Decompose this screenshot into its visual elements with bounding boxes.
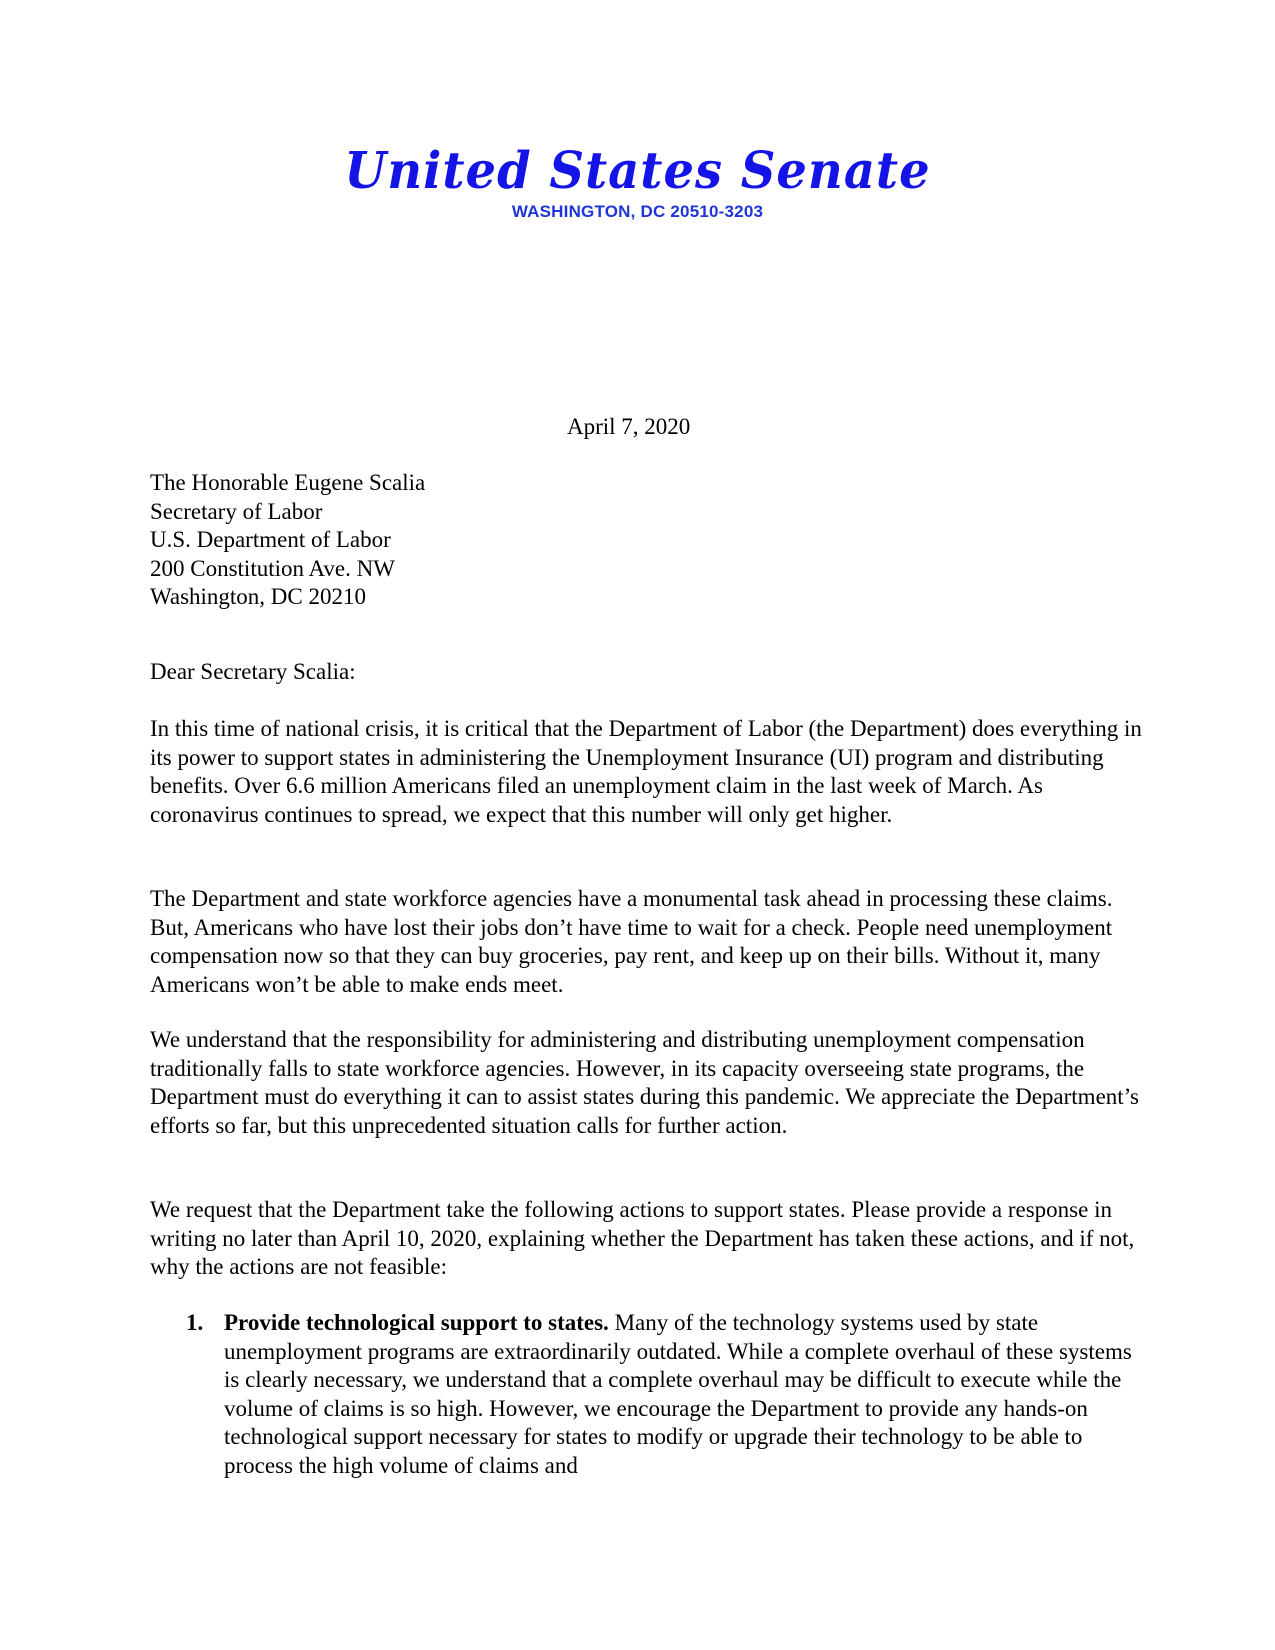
paragraph-text: We understand that the responsibility for administering and distributing unemployment compensation traditionally falls to state workforce agencies. However, in its capacity overseeing state programs, the Department must do everything it can to assist states during this pandemic. We appreciate the Department’s efforts so far, but this unprecedented situation calls for further action.: [150, 1027, 1140, 1138]
paragraph-3: [150, 1026, 1150, 1140]
addressee-block: [150, 469, 1150, 612]
list-item-text: Many of the technology systems used by state unemployment programs are extraordinarily outdated. While a complete overhaul of these systems is clearly necessary, we understand that a complete overhaul may be difficult to execute while the volume of claims is so high. However, we encourage the Department to provide any hands-on technological support necessary for states to modify or upgrade their technology to be able to process the high volume of claims and: [224, 1310, 1132, 1478]
addressee-city: Washington, DC 20210: [150, 584, 367, 610]
salutation: Dear Secretary Scalia:: [150, 659, 356, 684]
senate-address: WASHINGTON, DC 20510-3203: [511, 202, 764, 221]
list-item-number: 1.: [186, 1310, 204, 1335]
addressee-department: U.S. Department of Labor: [150, 527, 391, 553]
paragraph-4: [150, 1196, 1150, 1282]
letterhead: [0, 142, 1275, 222]
paragraph-1: [150, 715, 1150, 829]
list-item-heading: Provide technological support to states.: [224, 1310, 609, 1335]
senate-letterhead-title: United States Senate: [344, 141, 931, 201]
addressee-street: 200 Constitution Ave. NW: [150, 555, 395, 581]
addressee-name: The Honorable Eugene Scalia: [150, 470, 426, 495]
list-item: [150, 1309, 1150, 1481]
paragraph-2: [150, 885, 1150, 999]
paragraph-text: In this time of national crisis, it is critical that the Department of Labor (the Department) does everything in its power to support states in administering the Unemployment Insurance (UI) program and distributing benefits. Over 6.6 million Americans filed an unemployment claim in the last week of March. As coronavirus continues to spread, we expect that this number will only get higher.: [150, 716, 1142, 827]
paragraph-text: We request that the Department take the following actions to support states. Please provide a response in writing no later than April 10, 2020, explaining whether the Department has taken these actions, and if not, why the actions are not feasible:: [150, 1197, 1135, 1280]
request-list: [150, 1309, 1150, 1481]
paragraph-text: The Department and state workforce agencies have a monumental task ahead in processing these claims. But, Americans who have lost their jobs don’t have time to wait for a check. People need unemployment compensation now so that they can buy groceries, pay rent, and keep up on their bills. Without it, many Americans won’t be able to make ends meet.: [150, 886, 1113, 997]
addressee-title: Secretary of Labor: [150, 498, 323, 524]
letter-date: April 7, 2020: [567, 414, 691, 439]
